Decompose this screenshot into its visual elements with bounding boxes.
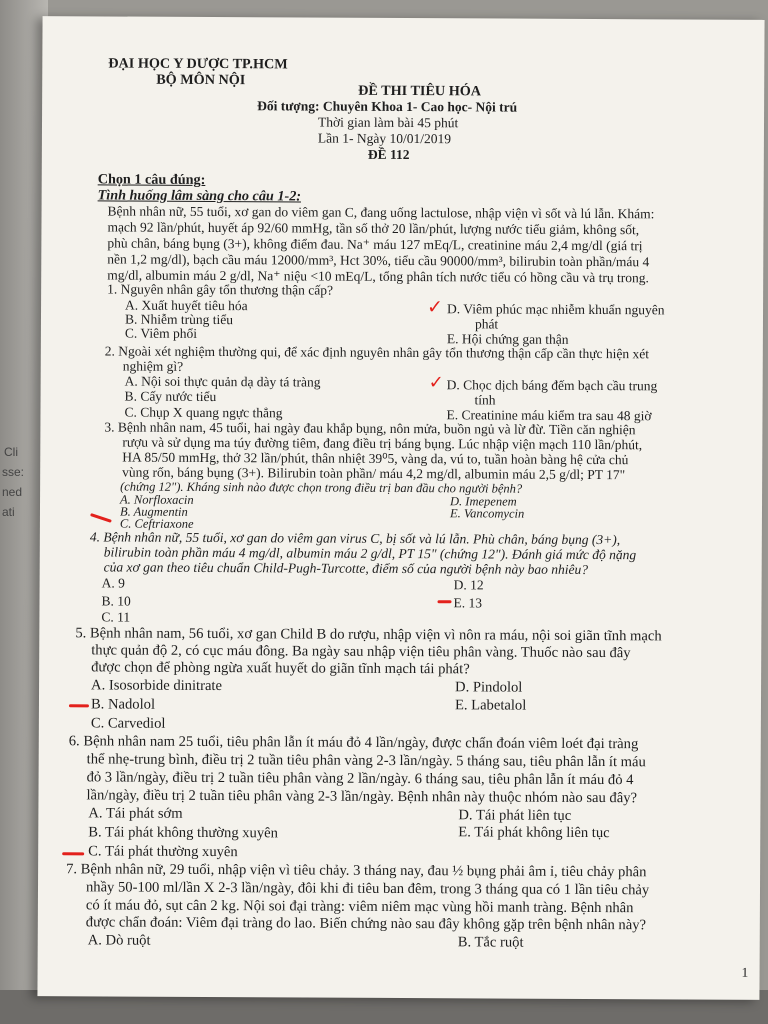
q6-option-d: D. Tái phát liên tục [458,807,572,824]
question-3-stem: rượu và sử dụng ma túy đường tiêm, đang điều trị báng bụng. Lúc nhập viện mạch 110 lần/phút, [122,434,643,453]
q5-option-b: B. Nadolol [90,696,156,713]
question-2-stem: 2. Ngoài xét nghiệm thường qui, để xác định nguyên nhân gây tổn thương thận cấp cần thực hiện xét [104,343,650,362]
q3-option-d: D. Imepenem [449,494,517,509]
question-5-stem: được chọn để phòng ngừa xuất huyết do giãn tĩnh mạch tái phát? [91,659,470,678]
q5-option-c: C. Carvediol [90,715,166,732]
q4-option-d: D. 12 [453,577,484,593]
question-3-stem: (chứng 12"). Kháng sinh nào được chọn trong điều trị ban đầu cho người bệnh? [120,479,523,496]
question-3-stem: HA 85/50 mmHg, thở 32 lần/phút, thân nhiệt 39⁰5, vàng da, vú to, tuần hoàn bàng hệ cửa chủ [122,449,629,468]
q2-option-e: E. Creatinine máu kiểm tra sau 48 giờ [446,407,652,424]
edge-word: ned [2,485,23,499]
edge-word: sse: [2,465,25,479]
q1-option-a: A. Xuất huyết tiêu hóa [125,297,248,314]
q2-option-a: A. Nội soi thực quản dạ dày tá tràng [124,373,321,390]
q5-option-a: A. Isosorbide dinitrate [91,677,223,695]
department-name: BỘ MÔN NỘI [156,71,246,89]
q2-option-b: B. Cấy nước tiểu [124,388,217,405]
q5-option-d: D. Pindolol [455,679,523,696]
q1-option-d-cont: phát [474,316,499,332]
q5-option-e: E. Labetalol [454,697,527,714]
question-5-stem: thực quản độ 2, có cục máu đông. Ba ngày sau nhập viện tiêu phân vàng. Thuốc nào sau đây [91,642,631,662]
case-heading: Tình huống lâm sàng cho câu 1-2: [97,187,302,205]
q2-option-c: C. Chụp X quang ngực thẳng [124,404,283,421]
exam-duration: Thời gian làm bài 45 phút [317,114,459,131]
question-4-stem: của xơ gan theo tiêu chuẩn Child-Pugh-Turcotte, điểm số của người bệnh này bao nhiêu? [103,559,589,577]
q2-option-d: D. Chọc dịch báng đếm bạch cầu trung [446,377,658,394]
question-1-stem: 1. Nguyên nhân gây tổn thương thận cấp? [107,281,334,298]
answer-dash-mark [90,513,112,523]
edge-word: Cli [4,445,18,459]
q6-option-e: E. Tái phát không liên tục [458,824,610,842]
q4-option-c: C. 11 [101,609,131,625]
q6-option-c: C. Tái phát thường xuyên [88,843,238,861]
q1-option-b: B. Nhiễm trùng tiểu [124,311,234,328]
exam-title: ĐỀ THI TIÊU HÓA [358,82,482,100]
q7-option-b: B. Tắc ruột [457,934,524,951]
q4-option-a: A. 9 [101,575,125,591]
university-name: ĐẠI HỌC Y DƯỢC TP.HCM [108,55,288,73]
case-line: phù chân, báng bụng (3+), không điểm đau. Na⁺ máu 127 mEq/L, creatinine máu 2,4 mg/dl (giá trị [107,235,643,254]
page-number: 1 [741,964,749,980]
instruction-choose: Chọn 1 câu đúng: [97,171,206,188]
q7-option-a: A. Dò ruột [87,932,151,949]
question-6-stem: lần/ngày, điều trị 2 tuần tiêu phân vàng 2-3 lần/ngày. Bệnh nhân này thuộc nhóm nào sau đây? [86,787,638,807]
answer-dash-mark [69,704,89,707]
case-line: mạch 92 lần/phút, huyết áp 92/60 mmHg, tần số thở 20 lần/phút, lượng nước tiểu giảm, không sốt, [107,219,640,238]
question-4-stem: bilirubin toàn phần máu 4 mg/dl, albumin máu 2 g/dl, PT 15" (chứng 12"). Đánh giá mức độ nặng [103,544,637,563]
exam-date: Lần 1- Ngày 10/01/2019 [317,130,452,147]
question-6-stem: thể nhẹ-trung bình, điều trị 2 tuần tiêu phân vàng 2-3 lần/ngày. 5 tháng sau, tiêu phân lẫn ít máu [86,751,646,771]
q3-option-b: B. Augmentin [119,504,188,519]
exam-audience: Đối tượng: Chuyên Khoa 1- Cao học- Nội trú [257,98,518,115]
question-7-stem: 7. Bệnh nhân nữ, 29 tuổi, nhập viện vì tiêu chảy. 3 tháng nay, đau ½ bụng phải âm ỉ, tiêu chảy phân [66,861,647,881]
question-2-stem-cont: nghiệm gì? [122,358,184,374]
q1-option-e: E. Hội chứng gan thận [446,331,569,347]
q1-option-c: C. Viêm phổi [124,325,198,341]
edge-word: ati [2,505,15,519]
question-3-stem: 3. Bệnh nhân nam, 45 tuổi, hai ngày đau khắp bụng, nôn mửa, buồn ngủ và lừ đừ. Tiền căn nghiện [104,419,636,438]
q4-option-e: E. 13 [453,595,483,611]
answer-dash-mark [62,852,84,855]
q4-option-b: B. 10 [101,593,131,609]
q6-option-a: A. Tái phát sớm [88,805,183,822]
question-7-stem: nhầy 50-100 ml/lần X 2-3 lần/ngày, đôi khi đi tiêu ban đêm, trong 3 tháng qua có 1 lần tiêu chảy [85,879,650,899]
check-mark-icon: ✓ [426,296,444,319]
case-line: nền 1,2 mg/dl), bạch cầu máu 12000/mm³, Hct 30%, tiểu cầu 90000/mm³, bilirubin toàn phần/máu 4 [107,251,650,270]
q3-option-e: E. Vancomycin [449,506,525,521]
q3-option-a: A. Norfloxacin [120,492,194,507]
question-6-stem: 6. Bệnh nhân nam 25 tuổi, tiêu phân lẫn ít máu đỏ 4 lần/ngày, được chẩn đoán viêm loét đại tràng [68,733,639,753]
check-mark-icon: ✓ [428,372,444,394]
question-7-stem: có ít máu đỏ, sụt cân 2 kg. Nội soi đại tràng: viêm niêm mạc vùng hồi manh tràng. Bệnh nhân [85,897,634,917]
case-line: Bệnh nhân nữ, 55 tuổi, xơ gan do viêm gan C, đang uống lactulose, nhập viện vì sốt và lú lẫn. Khám: [107,203,655,222]
question-7-stem: được chẩn đoán: Viêm đại tràng do lao. Biến chứng nào sau đây không gặp trên bệnh nhân này? [85,914,647,934]
q6-option-b: B. Tái phát không thường xuyên [88,824,278,842]
answer-dash-mark [438,600,452,603]
q1-option-d: D. Viêm phúc mạc nhiễm khuẩn nguyên [447,301,665,318]
q2-option-d-cont: tính [474,392,496,408]
exam-paper [37,16,764,1000]
question-3-stem: vùng rốn, báng bụng (3+). Bilirubin toàn phần/ máu 4,2 mg/dl, albumin máu 2,5 g/dl; PT 17" [122,464,626,483]
case-line: mg/dl, albumin máu 2 g/dl, Na⁺ niệu <10 mEq/L, tổng phân tích nước tiểu có hồng cầu và trụ trong. [107,267,649,286]
q3-option-c: C. Ceftriaxone [119,516,194,531]
exam-code: ĐỀ 112 [367,146,410,163]
question-6-stem: đỏ 3 lần/ngày, điều trị 2 tuần tiêu phân vàng 2 lần/ngày. 6 tháng sau, tiêu phân lẫn ít máu đỏ 4 [86,769,634,789]
question-5-stem: 5. Bệnh nhân nam, 56 tuổi, xơ gan Child B do rượu, nhập viện vì nôn ra máu, nội soi giãn tĩnh mạch [75,625,662,645]
question-4-stem: 4. Bệnh nhân nữ, 55 tuổi, xơ gan do viêm gan virus C, bị sốt và lú lẫn. Phù chân, báng bụng (3+), [89,529,621,548]
